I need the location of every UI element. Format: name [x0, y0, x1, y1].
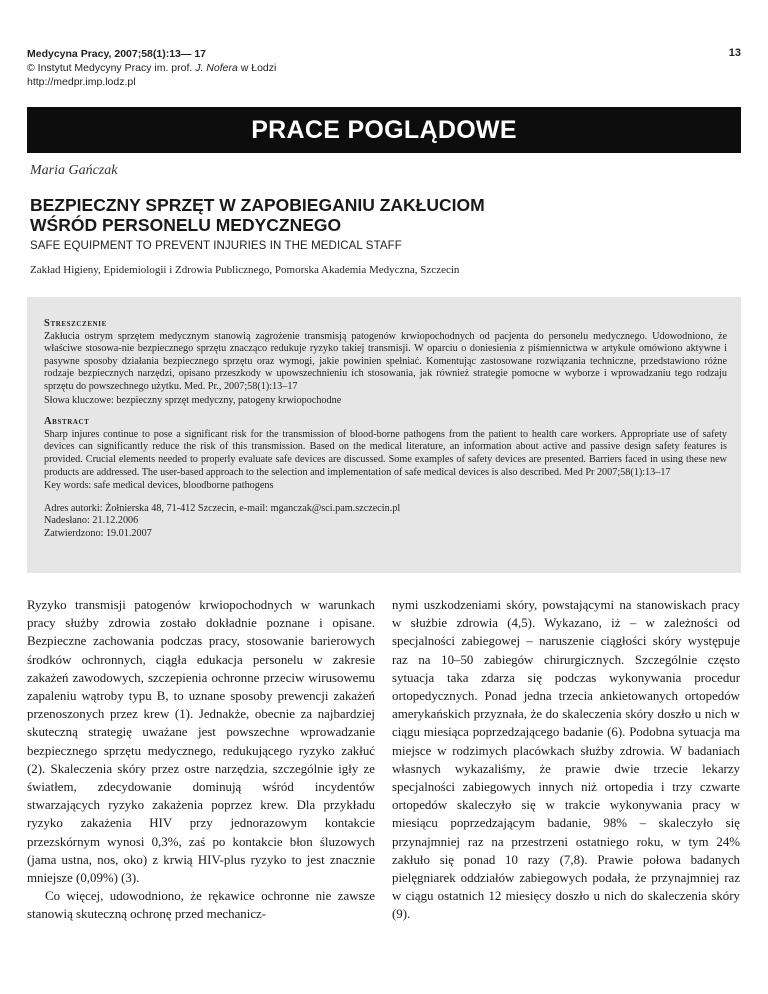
- author-address: Adres autorki: Żołnierska 48, 71-412 Szczecin, e-mail: mganczak@sci.pam.szczecin.pl: [44, 502, 401, 514]
- body-paragraph: nymi uszkodzeniami skóry, powstającymi na stanowiskach pracy w służbie zdrowia (4,5). Wykazano, iż – w zależności od specjalności zabiegowej – naruszenie ciągłości skóry występuje raz na 10–50 zabiegów chirurgicznych. Szczególnie często sytuacja taka zdarza się podczas wykonywania procedur ortopedycznych. Ponad jedna trzecia ankietowanych ortopedów amerykańskich przyznała, że do skaleczenia skóry doszło u nich w ciągu miesiąca poprzedzającego badanie (6). Podobna sytuacja ma miejsce w rodzimych placówkach służby zdrowia. W badaniach własnych wykazaliśmy, że prawie dwie trzecie lekarzy specjalności zabiegowych innych niż ortopedia i trzy czwarte ortopedów skaleczyło się w trakcie wykonywania pracy w miesiącu poprzedzającym badanie, 98% – skaleczyło się przynajmniej raz na przestrzeni ostatniego roku, w tym 24% zakłuło się ponad 10 razy (7,8). Prawie połowa badanych pielęgniarek oddziałów zabiegowych podała, że przynajmniej raz w ciągu ostatnich 12 miesięcy doszło u nich do skaleczenia skóry (9).: [392, 598, 740, 922]
- body-paragraph: Ryzyko transmisji patogenów krwiopochodnych w warunkach pracy służby zdrowia zostało dokładnie poznane i opisane. Bezpieczne zachowania podczas pracy, stosowanie barierowych środków ochronnych, ciągła edukacja personelu w zakresie zakażeń zawodowych, szczepienia ochronne przeciw wirusowemu zapaleniu wątroby typu B, to uznane sposoby prewencji zakażeń przenoszonych przez krew (1). Jednakże, obecnie za najbardziej skuteczną strategię uważane jest powszechne wprowadzanie bezpiecznego sprzętu medycznego, redukującego ryzyko zakłuć (2). Skaleczenia skóry przez ostre narzędzia, szczególnie igły ze światłem, zdecydowanie dominują wśród incydentów stwarzających ryzyko zakażenia poprzez krew. Dla przykładu ryzyko zakażenia HIV przy jednorazowym kontakcie przezskórnym wynosi 0,3%, zaś po kontakcie błon śluzowych (jama ustna, nos, oko) z krwią HIV-plus ryzyko to jest znacznie mniejsze (0,09%) (3).: [27, 598, 375, 886]
- streszczenie-keywords: Słowa kluczowe: bezpieczny sprzęt medyczny, patogeny krwiopochodne: [44, 394, 342, 406]
- author-name: Maria Gańczak: [30, 163, 118, 178]
- approved-date: Zatwierdzono: 19.01.2007: [44, 527, 152, 539]
- abstract-box: [27, 297, 741, 573]
- title-line-2: WŚRÓD PERSONELU MEDYCZNEGO: [30, 215, 342, 235]
- page-number: 13: [728, 47, 741, 59]
- body-column-right: [392, 596, 740, 924]
- affiliation: Zakład Higieny, Epidemiologii i Zdrowia Publicznego, Pomorska Akademia Medyczna, Szczecin: [30, 264, 460, 276]
- received-date: Nadesłano: 21.12.2006: [44, 515, 139, 527]
- running-header: [27, 47, 276, 89]
- streszczenie-heading: Streszczenie: [44, 318, 107, 329]
- title-line-1: BEZPIECZNY SPRZĘT W ZAPOBIEGANIU ZAKŁUCIOM: [30, 195, 485, 215]
- streszczenie-text: Zakłucia ostrym sprzętem medycznym stanowią zagrożenie transmisją patogenów krwiopochodnych od pacjenta do personelu medycznego. Udowodniono, że właściwe stosowa-nie bezpiecznego sprzętu znacząco redukuje ryzyko takiej transmisji. W oparciu o doniesienia z piśmiennictwa w artykule omówiono aktywne i pasywne sposoby działania bezpiecznego sprzętu oraz wymogi, jakie powinien spełniać. Komentując zastosowane rozwiązania techniczne, przedstawiono różne rodzaje bezpiecznych narzędzi, opisano przeszkody w upowszechnieniu ich stosowania, jak również strategie pomocne w wyborze i wprowadzaniu tego rodzaju sprzętu do powszechnego użytku. Med. Pr., 2007;58(1):13–17: [44, 330, 727, 392]
- copyright-name: J. Nofera: [195, 62, 238, 74]
- body-paragraph: Co więcej, udowodniono, że rękawice ochronne nie zawsze stanowią skuteczną ochronę przed mechanicz-: [27, 889, 375, 922]
- journal-url[interactable]: http://medpr.imp.lodz.pl: [27, 76, 136, 88]
- english-title: SAFE EQUIPMENT TO PREVENT INJURIES IN THE MEDICAL STAFF: [30, 240, 402, 252]
- section-banner: PRACE POGLĄDOWE: [27, 107, 741, 153]
- abstract-text: Sharp injures continue to pose a significant risk for the transmission of blood-borne pathogens from the patient to health care workers. Appropriate use of safety devices can significantly reduce the risk of this transmission. Based on the medical literature, an information about active and passive design safety features is provided. Crucial elements needed to properly evaluate safe devices are discussed. Some examples of safety devices are presented. Barriers faced in using these new products are addressed. The user-based approach to the selection and implementation of safe medical devices is also described. Med Pr 2007;58(1):13–17: [44, 428, 727, 478]
- abstract-heading: Abstract: [44, 416, 90, 428]
- journal-citation: Medycyna Pracy, 2007;58(1):13— 17: [27, 48, 206, 60]
- body-column-left: [27, 596, 375, 924]
- article-title: [30, 195, 730, 235]
- copyright-line: © Instytut Medycyny Pracy im. prof. J. Nofera w Łodzi: [27, 62, 277, 74]
- abstract-keywords: Key words: safe medical devices, bloodborne pathogens: [44, 480, 274, 492]
